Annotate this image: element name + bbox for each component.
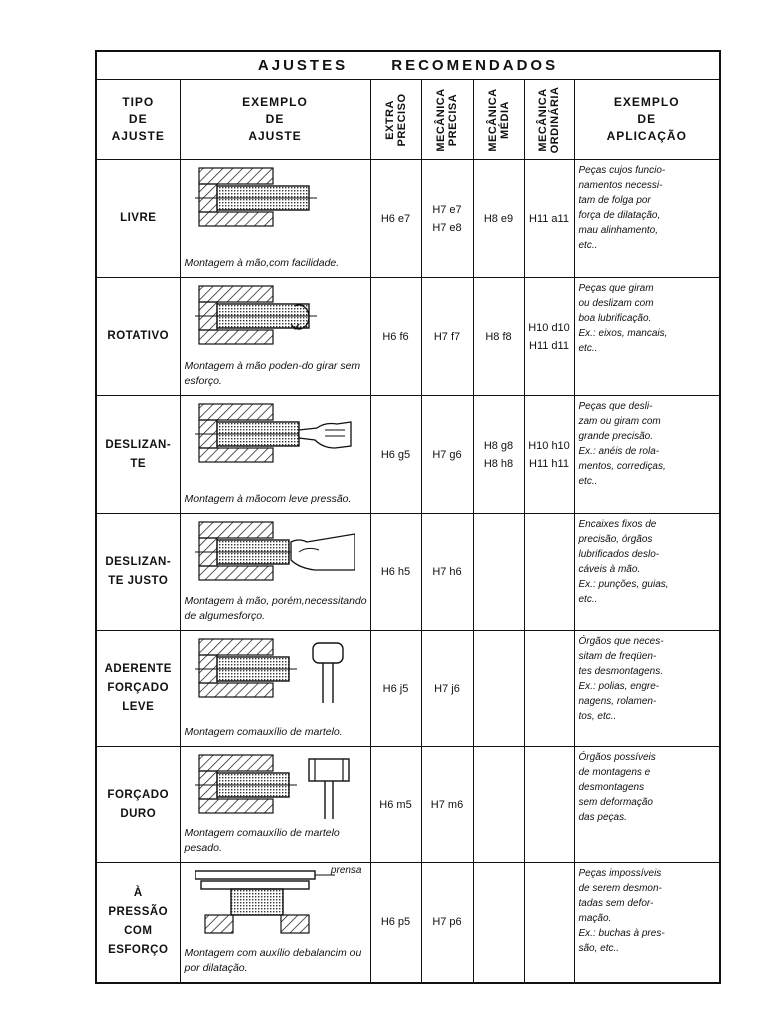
fit-code-cell — [421, 631, 473, 747]
application-line: tes desmontagens. — [578, 666, 663, 677]
application-line: namentos necessi- — [578, 180, 663, 191]
fit-code: H7 p6 — [432, 916, 462, 929]
fit-type-line: COM — [124, 925, 153, 938]
fit-code-cell — [421, 396, 473, 514]
header-grade-line: ORDINÁRIA — [549, 86, 561, 153]
fit-type-line: TE — [130, 457, 147, 470]
application-line: boa lubrificação. — [578, 313, 652, 324]
finger-push-icon — [195, 402, 355, 472]
fit-code: H10 d10 — [528, 321, 570, 334]
fit-code: H7 m6 — [430, 798, 464, 811]
fit-code-cell — [524, 863, 574, 983]
fit-code: H8 h8 — [483, 457, 514, 470]
application-line: são, etc.. — [578, 943, 620, 954]
application-line: sitam de freqüen- — [578, 651, 657, 662]
fit-code-cell — [473, 278, 524, 396]
caption-line: com leve pressão. — [266, 493, 352, 505]
application-example — [574, 863, 720, 983]
fit-type — [96, 160, 180, 278]
fit-type-line: FORÇADO — [107, 682, 170, 694]
fit-code: H6 g5 — [380, 448, 411, 461]
press-icon — [195, 869, 355, 939]
header-example — [180, 80, 370, 160]
application-line: Ex.: punções, guias, — [578, 579, 669, 590]
caption-line: do girar sem esforço. — [184, 360, 361, 387]
fit-code-cell — [473, 631, 524, 747]
fit-type — [96, 514, 180, 631]
application-line: de serem desmon- — [578, 883, 662, 894]
rotating-shaft-icon — [195, 284, 355, 354]
header-type-line: TIPO — [122, 95, 155, 109]
fit-code: H6 h5 — [380, 566, 411, 578]
fit-code: H8 f8 — [485, 330, 512, 343]
header-grade-line: MECÂNICA — [435, 87, 447, 152]
application-line: Órgãos possíveis — [578, 752, 656, 763]
fit-code-cell — [421, 278, 473, 396]
header-grade-line: MECÂNICA — [537, 87, 549, 152]
application-line: Peças que desli- — [578, 401, 653, 412]
fit-code-cell — [421, 160, 473, 278]
fit-code-cell — [421, 863, 473, 983]
fit-type-line: DESLIZAN- — [105, 438, 172, 451]
header-example-line: AJUSTE — [248, 129, 302, 143]
application-line: tam de folga por — [578, 195, 651, 206]
application-example — [574, 278, 720, 396]
fit-code: H11 d11 — [529, 339, 569, 352]
table-row — [96, 396, 720, 514]
caption-line: Montagem à mão, porém, — [184, 595, 305, 607]
application-line: Peças que giram — [578, 283, 654, 294]
fit-code-cell — [421, 514, 473, 631]
caption-line: Montagem à mão, — [184, 257, 270, 269]
caption-line: Montagem com auxílio de — [184, 946, 305, 959]
fit-type-line: TE JUSTO — [108, 575, 169, 587]
table-row — [96, 278, 720, 396]
press-label: prensa — [330, 865, 362, 876]
header-type-line: DE — [128, 112, 148, 126]
application-line: Ex.: polias, engre- — [578, 681, 660, 692]
example-caption — [185, 946, 368, 976]
application-line: precisão, órgãos — [578, 534, 653, 545]
application-line: ou deslizam com — [578, 298, 654, 309]
header-precise-mechanics — [421, 80, 473, 160]
application-example — [574, 514, 720, 631]
header-application-line: EXEMPLO — [613, 95, 680, 109]
fit-code: H6 p5 — [380, 916, 411, 929]
fit-example — [180, 396, 370, 514]
fit-type-line: FORÇADO — [107, 788, 170, 801]
header-application-line: APLICAÇÃO — [606, 129, 687, 143]
fit-code: H7 h6 — [432, 566, 462, 578]
title-row — [96, 51, 720, 80]
application-example — [574, 396, 720, 514]
fit-code-cell — [524, 631, 574, 747]
fit-code-cell — [370, 160, 421, 278]
fit-code: H10 h10 — [528, 439, 570, 452]
fit-type-line: DURO — [120, 807, 157, 820]
application-line: etc.. — [578, 594, 598, 605]
fit-type-line: LEVE — [122, 701, 155, 713]
header-example-line: DE — [265, 112, 285, 126]
application-line: tos, etc.. — [578, 711, 617, 722]
header-grade-line: MECÂNICA — [486, 87, 499, 152]
caption-line: auxílio de martelo pesado. — [184, 827, 340, 854]
fit-code-cell — [370, 631, 421, 747]
fit-code: H7 g6 — [432, 448, 462, 461]
fit-example — [180, 631, 370, 747]
fit-type-line: ROTATIVO — [107, 330, 170, 342]
fit-example — [180, 747, 370, 863]
fit-code-cell — [473, 514, 524, 631]
fit-code: H7 e7 — [432, 203, 462, 216]
header-grade-line: PRECISA — [447, 93, 459, 146]
application-line: etc.. — [578, 343, 598, 354]
header-medium-mechanics — [473, 80, 524, 160]
application-line: de montagens e — [578, 767, 651, 778]
caption-line: balancim ou por dilatação. — [184, 946, 362, 974]
fit-code: H8 e9 — [483, 212, 514, 225]
fit-code-cell — [473, 863, 524, 983]
application-line: Peças impossíveis — [578, 868, 662, 879]
fit-example — [180, 863, 370, 983]
fit-code: H6 e7 — [380, 212, 411, 225]
caption-line: Montagem com — [184, 726, 257, 738]
fit-code: H7 e8 — [432, 221, 462, 234]
application-line: mação. — [578, 913, 612, 924]
fit-example — [180, 514, 370, 631]
fit-type-line: À — [133, 887, 143, 900]
application-line: Ex.: buchas à pres- — [578, 928, 665, 939]
caption-line: auxílio de martelo. — [256, 726, 343, 738]
table-title — [96, 51, 720, 80]
header-extra-precise — [370, 80, 421, 160]
application-line: Encaixes fixos de — [578, 519, 657, 530]
example-caption — [185, 492, 368, 507]
application-example — [574, 160, 720, 278]
application-line: cáveis à mão. — [578, 564, 641, 575]
recommended-fits-table — [95, 50, 721, 984]
example-caption — [185, 256, 368, 271]
application-line: etc.. — [578, 476, 598, 487]
shaft-in-hub-icon — [195, 166, 355, 236]
caption-line: com facilidade. — [269, 257, 340, 269]
header-type — [96, 80, 180, 160]
table-row — [96, 160, 720, 278]
application-line: desmontagens — [578, 782, 645, 793]
application-line: Ex.: eixos, mancais, — [578, 328, 668, 339]
fit-code: H7 j6 — [434, 682, 460, 695]
title-word-1: AJUSTES — [257, 57, 349, 74]
fit-code-cell — [473, 160, 524, 278]
fit-type-line: PRESSÃO — [108, 906, 169, 919]
fit-code-cell — [370, 747, 421, 863]
fit-code: H6 m5 — [379, 798, 412, 811]
header-type-line: AJUSTE — [111, 129, 165, 143]
fit-code: H7 f7 — [433, 330, 461, 343]
application-example — [574, 747, 720, 863]
fit-code-cell — [370, 396, 421, 514]
fit-code-cell — [370, 278, 421, 396]
fit-code: H8 g8 — [483, 439, 514, 452]
fit-type — [96, 863, 180, 983]
example-caption — [185, 359, 368, 389]
fit-type-line: DESLIZAN- — [105, 556, 172, 568]
application-line: força de dilatação, — [578, 210, 661, 221]
fit-code-cell — [524, 514, 574, 631]
header-grade-line: PRECISO — [395, 92, 408, 147]
application-line: tadas sem defor- — [578, 898, 654, 909]
fit-code-cell — [370, 514, 421, 631]
application-line: lubrificados deslo- — [578, 549, 660, 560]
fit-code-cell — [370, 863, 421, 983]
fit-example — [180, 160, 370, 278]
fit-type — [96, 278, 180, 396]
hand-push-icon — [195, 520, 355, 590]
header-application — [574, 80, 720, 160]
application-line: Órgãos que neces- — [578, 636, 664, 647]
application-line: mau alinhamento, — [578, 225, 658, 236]
application-line: nagens, rolamen- — [578, 696, 657, 707]
fit-type — [96, 631, 180, 747]
application-line: zam ou giram com — [578, 416, 661, 427]
header-grade-line: MÉDIA — [498, 100, 511, 139]
fit-example — [180, 278, 370, 396]
header-application-line: DE — [637, 112, 657, 126]
fit-type-line: ADERENTE — [104, 663, 172, 675]
mallet-icon — [195, 637, 355, 707]
fit-type — [96, 396, 180, 514]
fit-code-cell — [524, 747, 574, 863]
header-row — [96, 80, 720, 160]
fit-code-cell — [524, 160, 574, 278]
application-line: sem deformação — [578, 797, 653, 808]
header-ordinary-mechanics — [524, 80, 574, 160]
caption-line: esforço. — [227, 610, 266, 622]
caption-line: Montagem com — [184, 827, 257, 839]
fit-type-line: LIVRE — [120, 212, 157, 224]
table-row — [96, 514, 720, 631]
caption-line: Montagem à mão — [184, 493, 267, 505]
fit-code-cell — [421, 747, 473, 863]
caption-line: necessitando de algum — [184, 595, 367, 622]
fit-code-cell — [524, 396, 574, 514]
heavy-hammer-icon — [195, 753, 355, 823]
example-caption — [185, 826, 368, 856]
application-line: etc.. — [578, 240, 598, 251]
fit-code-cell — [524, 278, 574, 396]
application-line: grande precisão. — [578, 431, 653, 442]
application-line: mentos, corrediças, — [578, 461, 666, 472]
table-row — [96, 631, 720, 747]
application-line: das peças. — [578, 812, 627, 823]
header-grade-line: EXTRA — [383, 99, 396, 140]
application-example — [574, 631, 720, 747]
fit-code: H6 f6 — [382, 330, 409, 343]
table-row — [96, 863, 720, 983]
table-row — [96, 747, 720, 863]
fit-code-cell — [473, 747, 524, 863]
fit-code: H11 a11 — [529, 212, 569, 225]
fit-code: H11 h11 — [529, 457, 569, 470]
application-line: Ex.: anéis de rola- — [578, 446, 660, 457]
fit-type-line: ESFORÇO — [108, 944, 169, 957]
fit-code: H6 j5 — [382, 682, 409, 695]
fit-code-cell — [473, 396, 524, 514]
example-caption — [185, 594, 368, 624]
fit-type — [96, 747, 180, 863]
title-word-2: RECOMENDADOS — [391, 57, 559, 74]
header-example-line: EXEMPLO — [242, 95, 308, 109]
caption-line: Montagem à mão poden- — [184, 360, 302, 372]
example-caption — [185, 725, 368, 740]
application-line: Peças cujos funcio- — [578, 165, 666, 176]
